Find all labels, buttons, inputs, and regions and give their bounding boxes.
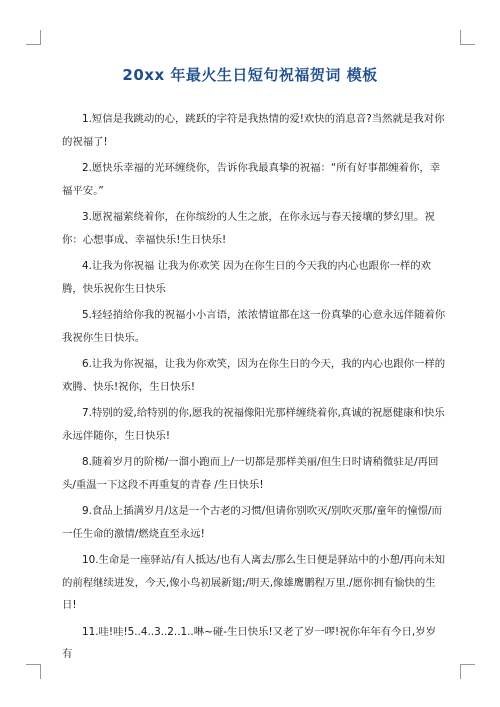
paragraph-9: 9.食品上插满岁月/这是一个古老的习惯/但请你别吹灭/别吹灭那/童年的憧憬/而一任生命的激情/燃烧直至永远! <box>62 505 442 540</box>
paragraph-6: 6.让我为你祝福，让我为你欢笑，因为在你生日的今天，我的内心也跟你一样的欢腾、快乐!祝你，生日快乐! <box>62 358 446 393</box>
paragraph-11: 11.哇!哇!5..4..3..2..1..啉~碰-生日快乐!又老了岁一啰!祝你年年有今日,岁岁有 <box>62 625 437 660</box>
paragraph-8: 8.随着岁月的阶梯/一溜小跑而上/一切都是那样美丽/但生日时请稍微驻足/再回头/重温一下这段不再重复的青春 /生日快乐! <box>62 456 439 491</box>
paragraph-7: 7.特别的爱,给特别的你,愿我的祝福像阳光那样缠绕着你,真诚的祝愿健康和快乐永远伴随你，生日快乐! <box>62 407 445 442</box>
paragraph-5: 5.轻轻捎给你我的祝福小小言语，浓浓情谊都在这一份真挚的心意永远伴随着你我祝你生日快乐。 <box>62 309 446 344</box>
paragraph-1: 1.短信是我跳动的心，跳跃的字符是我热情的爱!欢快的消息音?当然就是我对你的祝福了! <box>62 113 445 148</box>
crop-mark-top-right <box>460 30 475 45</box>
crop-mark-top-left <box>26 30 41 45</box>
document-body <box>62 108 446 670</box>
crop-mark-bottom-left <box>26 664 41 679</box>
crop-mark-bottom-right <box>460 664 475 679</box>
paragraph-2: 2.愿快乐幸福的光环缠绕你，告诉你我最真挚的祝福：“所有好事都缠着你，幸福平安。” <box>62 162 441 197</box>
paragraph-4: 4.让我为你祝福 让我为你欢笑 因为在你生日的今天我的内心也跟你一样的欢腾，快乐祝你生日快乐 <box>62 260 432 295</box>
paragraph-3: 3.愿祝福萦绕着你，在你缤纷的人生之旅，在你永远与春天接壤的梦幻里。祝你：心想事成、幸福快乐!生日快乐! <box>62 211 435 246</box>
document-title: 20xx 年最火生日短句祝福贺词 模板 <box>122 66 378 84</box>
paragraph-10: 10.生命是一座驿站/有人抵达/也有人离去/那么生日便是驿站中的小憩/再向未知的前程继续进发，今天,像小鸟初展新翅;/明天,像雄鹰鹏程万里./愿你拥有愉快的生日! <box>62 554 446 611</box>
